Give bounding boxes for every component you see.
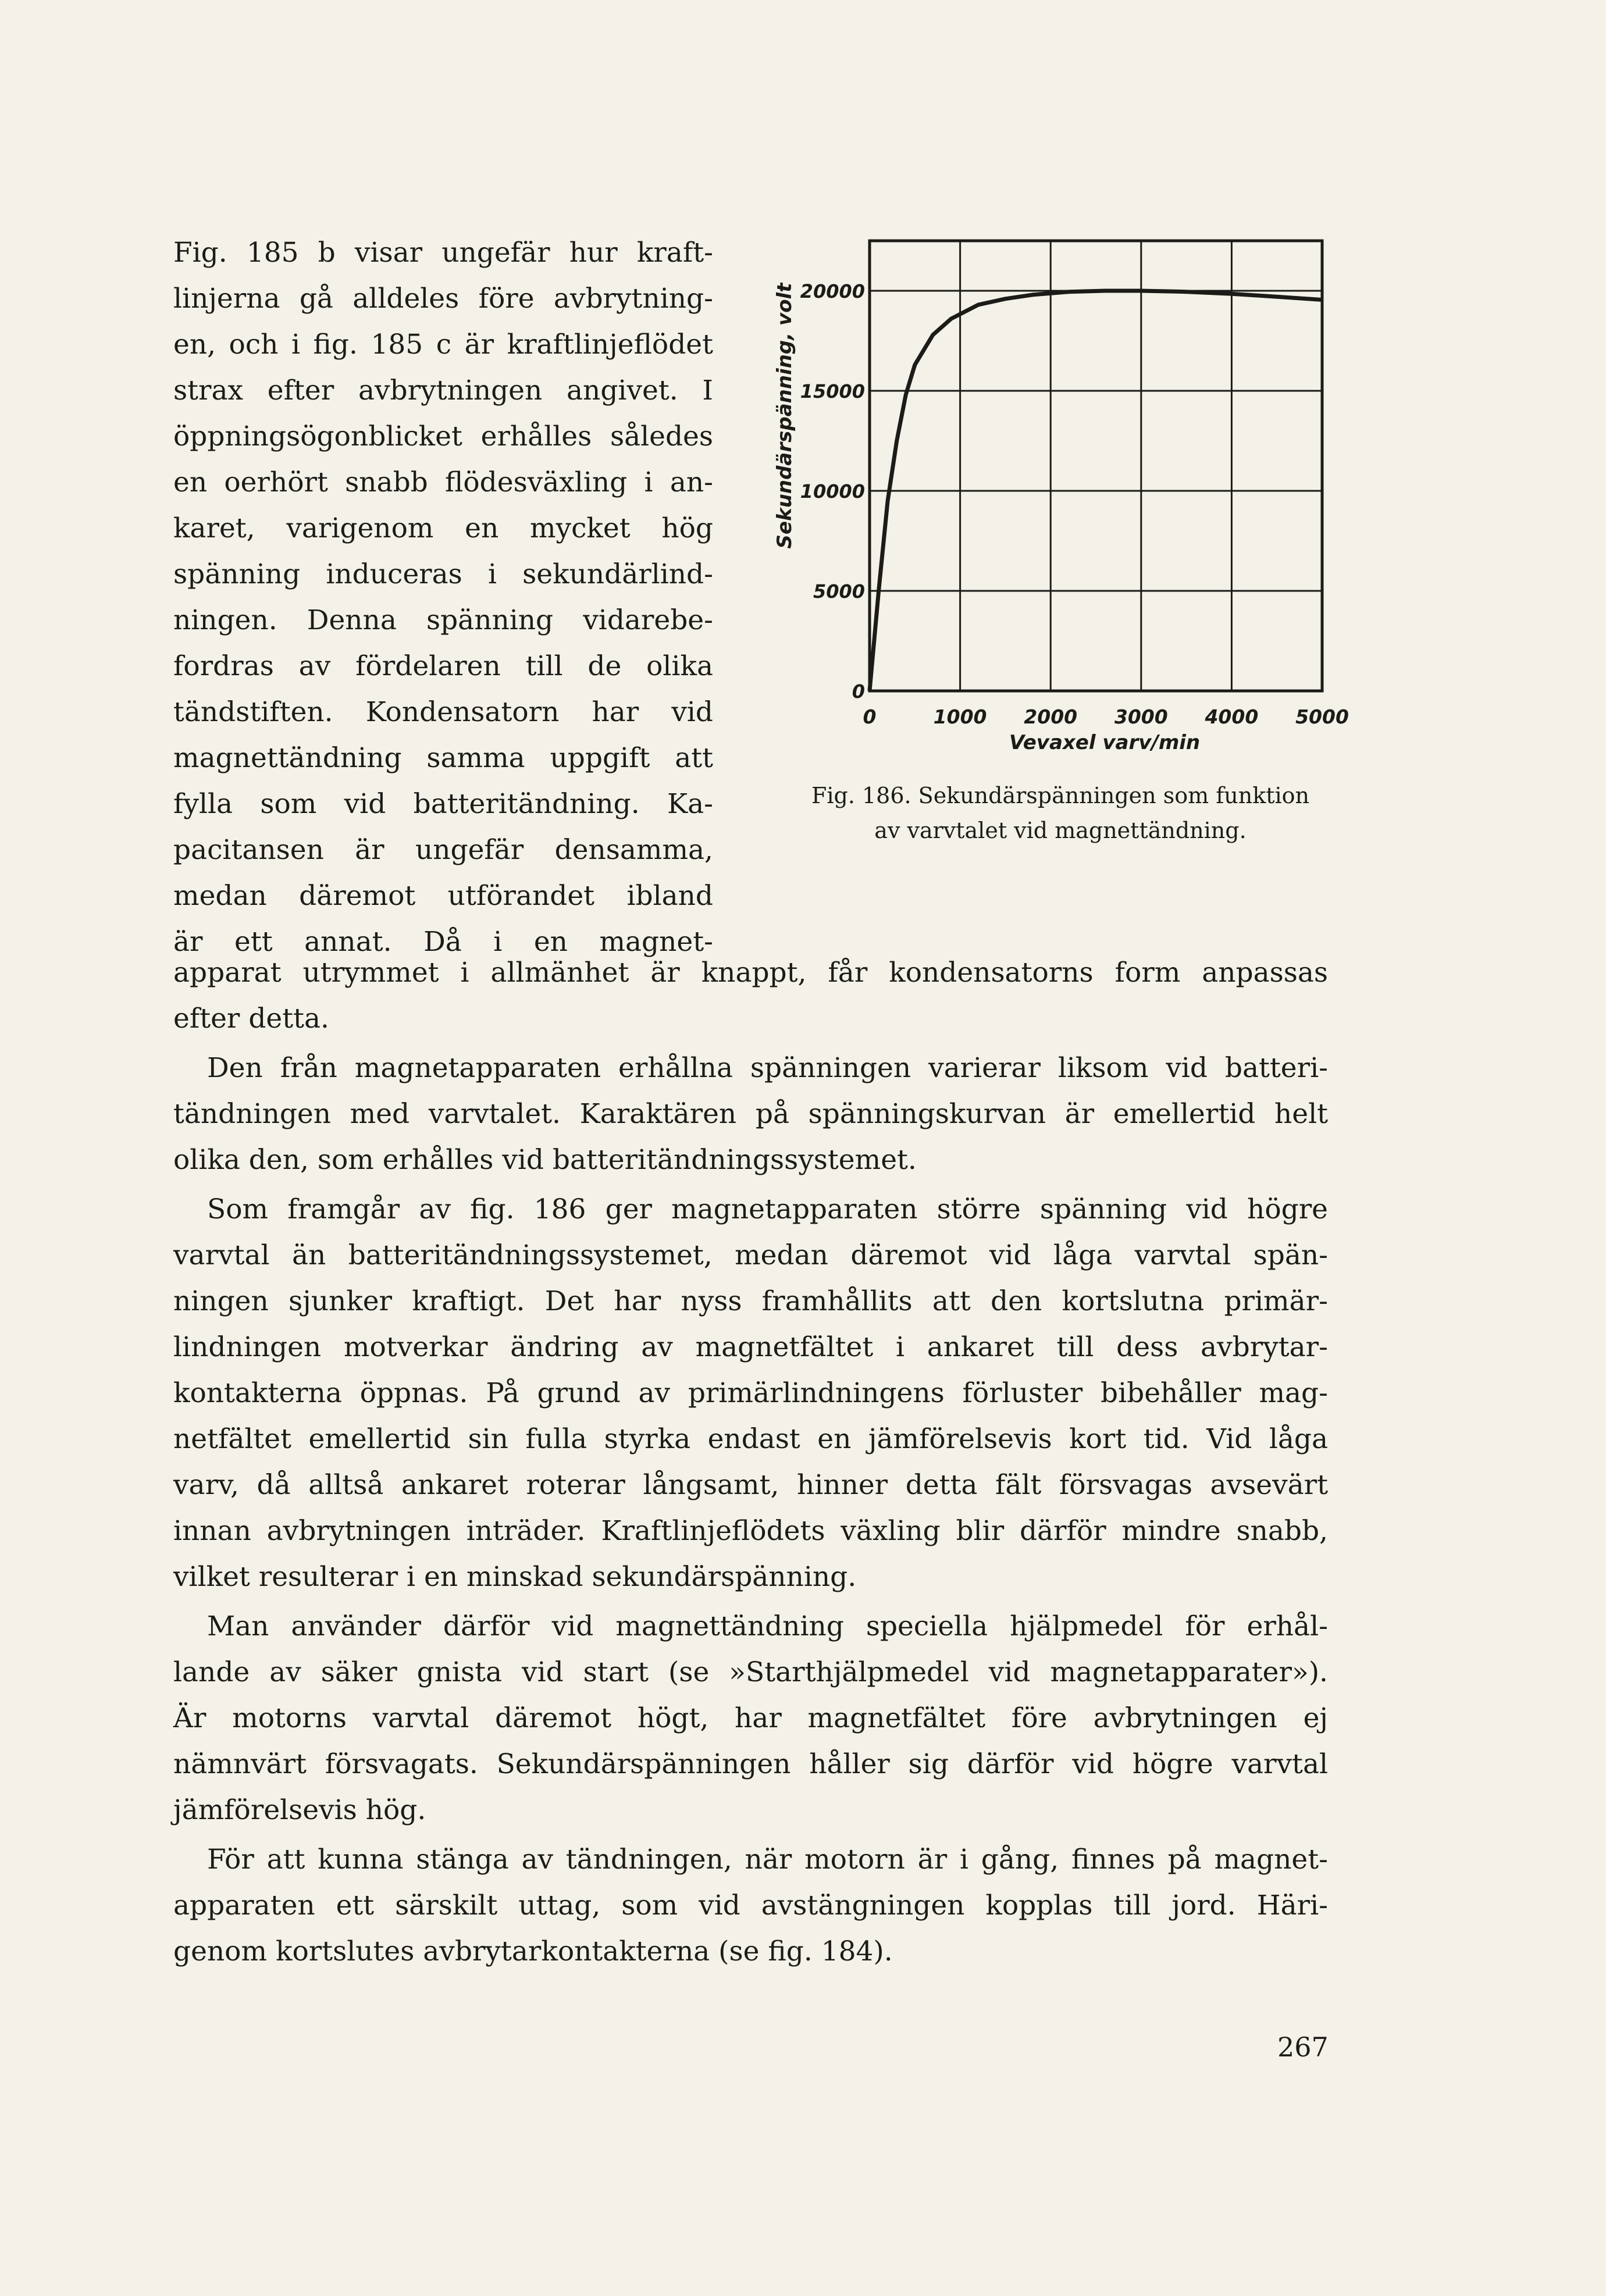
paragraph [173,1045,1328,1183]
y-tick-label: 5000 [813,580,865,602]
body-text [173,950,1328,1978]
text-line: olika den, som erhålles vid batteritändningssystemet. [173,1144,917,1176]
paragraph [173,950,1328,1042]
text-line: spänning induceras i sekundärlind- [173,558,713,590]
text-line: kontakterna öppnas. På grund av primärlindningens förluster bibehåller mag- [173,1377,1328,1409]
y-tick-label: 10000 [800,480,865,502]
text-line: apparaten ett särskilt uttag, som vid avstängningen kopplas till jord. Häri- [173,1889,1328,1921]
text-line: tändstiften. Kondensatorn har vid [173,696,713,728]
text-line: en, och i fig. 185 c är kraftlinjeflödet [173,329,713,361]
column-text [173,230,713,965]
paragraph [173,1837,1328,1974]
text-line: genom kortslutes avbrytarkontakterna (se fig. 184). [173,1935,893,1967]
text-line: är ett annat. Då i en magnet- [173,926,713,958]
x-tick-label: 0 [863,705,877,728]
text-line: ningen. Denna spänning vidarebe- [173,604,713,636]
paragraph [173,1603,1328,1833]
plot-frame [870,241,1322,691]
x-tick-label: 2000 [1024,705,1078,728]
x-axis-label: Vevaxel varv/min [1009,731,1201,754]
text-line: Som framgår av fig. 186 ger magnetapparaten större spänning vid högre [207,1193,1328,1225]
y-axis-label: Sekundärspänning, volt [773,283,796,549]
text-line: fylla som vid batteritändning. Ka- [173,788,713,820]
text-line: apparat utrymmet i allmänhet är knappt, får kondensatorns form anpassas [173,957,1328,989]
y-tick-label: 20000 [800,280,865,302]
text-line: medan däremot utförandet ibland [173,880,713,912]
text-line: fordras av fördelaren till de olika [173,650,713,682]
text-line: innan avbrytningen inträder. Kraftlinjeflödets växling blir därför mindre snabb, [173,1515,1328,1547]
text-line: Den från magnetapparaten erhållna spänningen varierar liksom vid batteri- [207,1052,1328,1084]
x-tick-label: 3000 [1114,705,1168,728]
paragraph [173,1186,1328,1600]
text-line: karet, varigenom en mycket hög [173,512,713,544]
text-line: varvtal än batteritändningssystemet, medan däremot vid låga varvtal spän- [173,1239,1328,1271]
text-line: lande av säker gnista vid start (se »Starthjälpmedel vid magnetapparater»). [173,1656,1328,1688]
text-line: strax efter avbrytningen angivet. I [173,375,713,407]
text-line: nämnvärt försvagats. Sekundärspänningen håller sig därför vid högre varvtal [173,1748,1328,1780]
text-line: Är motorns varvtal däremot högt, har magnetfältet före avbrytningen ej [173,1702,1328,1734]
text-line: öppningsögonblicket erhålles således [173,420,713,452]
text-line: vilket resulterar i en minskad sekundärspänning. [173,1561,857,1593]
text-line: netfältet emellertid sin fulla styrka endast en jämförelsevis kort tid. Vid låga [173,1423,1328,1455]
x-tick-label: 5000 [1295,705,1349,728]
text-line: jämförelsevis hög. [173,1794,426,1826]
text-line: linjerna gå alldeles före avbrytning- [173,283,713,315]
text-line: pacitansen är ungefär densamma, [173,834,713,866]
caption-line-2: av varvtalet vid magnettändning. [874,818,1247,843]
text-line: magnettändning samma uppgift att [173,742,713,774]
y-tick-label: 0 [852,680,865,703]
x-tick-label: 1000 [933,705,987,728]
page-number: 267 [1277,2031,1329,2063]
voltage-chart [768,238,1349,773]
text-line: tändningen med varvtalet. Karaktären på spänningskurvan är emellertid helt [173,1098,1328,1130]
text-line: lindningen motverkar ändring av magnetfältet i ankaret till dess avbrytar- [173,1331,1328,1363]
caption-line-1: Fig. 186. Sekundärspänningen som funktion [811,783,1310,808]
text-line: varv, då alltså ankaret roterar långsamt, hinner detta fält försvagas avsevärt [173,1469,1328,1501]
text-line: Man använder därför vid magnettändning speciella hjälpmedel för erhål- [207,1610,1328,1642]
y-tick-label: 15000 [800,380,865,402]
text-line: Fig. 185 b visar ungefär hur kraft- [173,237,713,269]
text-line: ningen sjunker kraftigt. Det har nyss framhållits att den kortslutna primär- [173,1285,1328,1317]
text-line: För att kunna stänga av tändningen, när motorn är i gång, finnes på magnet- [207,1844,1328,1876]
figure-caption [775,778,1345,848]
text-line: efter detta. [173,1003,329,1035]
text-line: en oerhört snabb flödesväxling i an- [173,466,713,498]
x-tick-label: 4000 [1205,705,1259,728]
